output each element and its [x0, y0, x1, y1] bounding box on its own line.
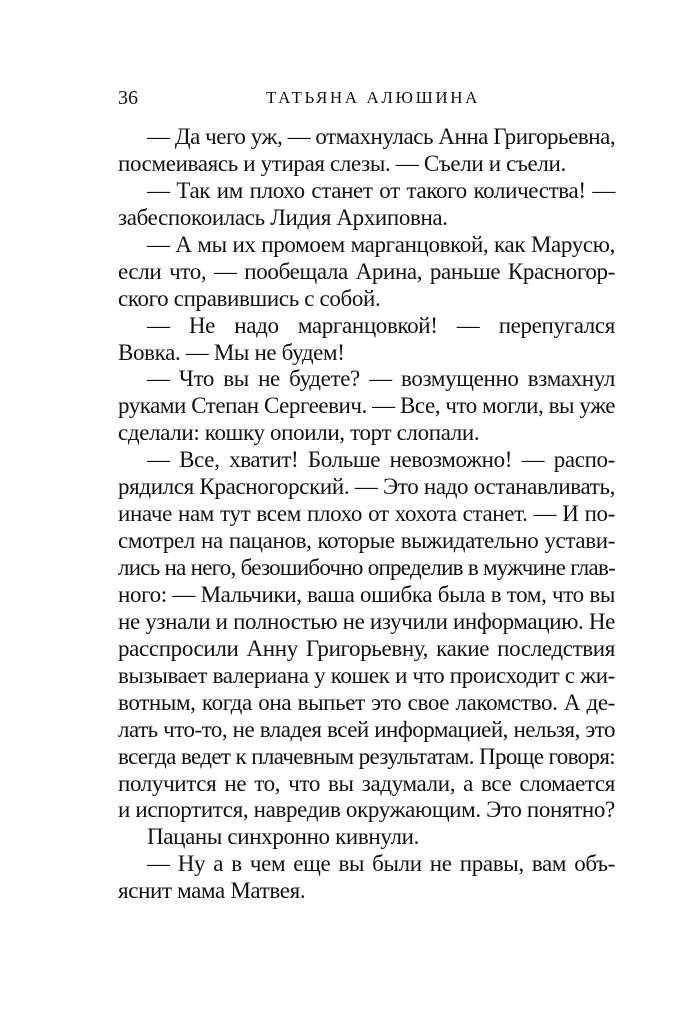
text-line: и испортится, навредив окружающим. Это понятно?	[118, 797, 615, 823]
text-line: лать что-то, не владея всей информацией, нельзя, это	[118, 716, 615, 742]
text-line: получится не то, что вы задумали, а все сломается	[118, 770, 615, 796]
text-line: — Да чего уж, — отмахнулась Анна Григорьевна,	[147, 124, 616, 149]
text-line: не узнали и полностью не изучили информацию. Не	[118, 608, 615, 634]
running-head-author: ТАТЬЯНА АЛЮШИНА	[266, 88, 480, 107]
text-line: вызывает валериана у кошек и что происходит с жи-	[118, 662, 615, 688]
text-line: ского справившись с собой.	[118, 285, 381, 311]
text-line: лись на него, безошибочно определив в мужчине глав-	[118, 555, 615, 580]
text-line: расспросили Анну Григорьевну, какие последствия	[118, 635, 615, 661]
text-line: Пацаны синхронно кивнули.	[147, 824, 419, 850]
text-line: — Все, хватит! Больше невозможно! — распо-	[147, 447, 615, 473]
page-header	[118, 86, 615, 110]
text-line: руками Степан Сергеевич. — Все, что могли, вы уже	[118, 393, 615, 419]
text-line: яснит мама Матвея.	[118, 878, 306, 904]
text-line: — А мы их промоем марганцовкой, как Марусю,	[147, 231, 615, 257]
text-line: рядился Красногорский. — Это надо останавливать,	[118, 474, 615, 500]
text-line: если что, — пообещала Арина, раньше Красногор-	[118, 258, 615, 284]
text-line: Вовка. — Мы не будем!	[118, 339, 345, 365]
text-line: сделали: кошку опоили, торт слопали.	[118, 420, 480, 446]
text-line: — Что вы не будете? — возмущенно взмахнул	[147, 366, 615, 392]
text-line: вотным, когда она выпьет это свое лакомство. А де-	[118, 689, 615, 715]
text-line: смотрел на пацанов, которые выжидательно устави-	[118, 528, 615, 554]
body-text	[118, 124, 615, 905]
text-line: посмеиваясь и утирая слезы. — Съели и съели.	[118, 150, 566, 176]
page-number: 36	[118, 87, 138, 109]
text-line: — Так им плохо станет от такого количества! —	[147, 177, 615, 203]
text-line: — Ну а в чем еще вы были не правы, вам объ-	[147, 851, 615, 877]
text-line: забеспокоилась Лидия Архиповна.	[118, 204, 448, 230]
text-line: ного: — Мальчики, ваша ошибка была в том, что вы	[118, 581, 615, 607]
text-line: всегда ведет к плачевным результатам. Проще говоря:	[118, 743, 615, 769]
text-line: иначе нам тут всем плохо от хохота станет. — И по-	[118, 501, 615, 527]
text-line: — Не надо марганцовкой! — перепугался	[147, 312, 615, 338]
